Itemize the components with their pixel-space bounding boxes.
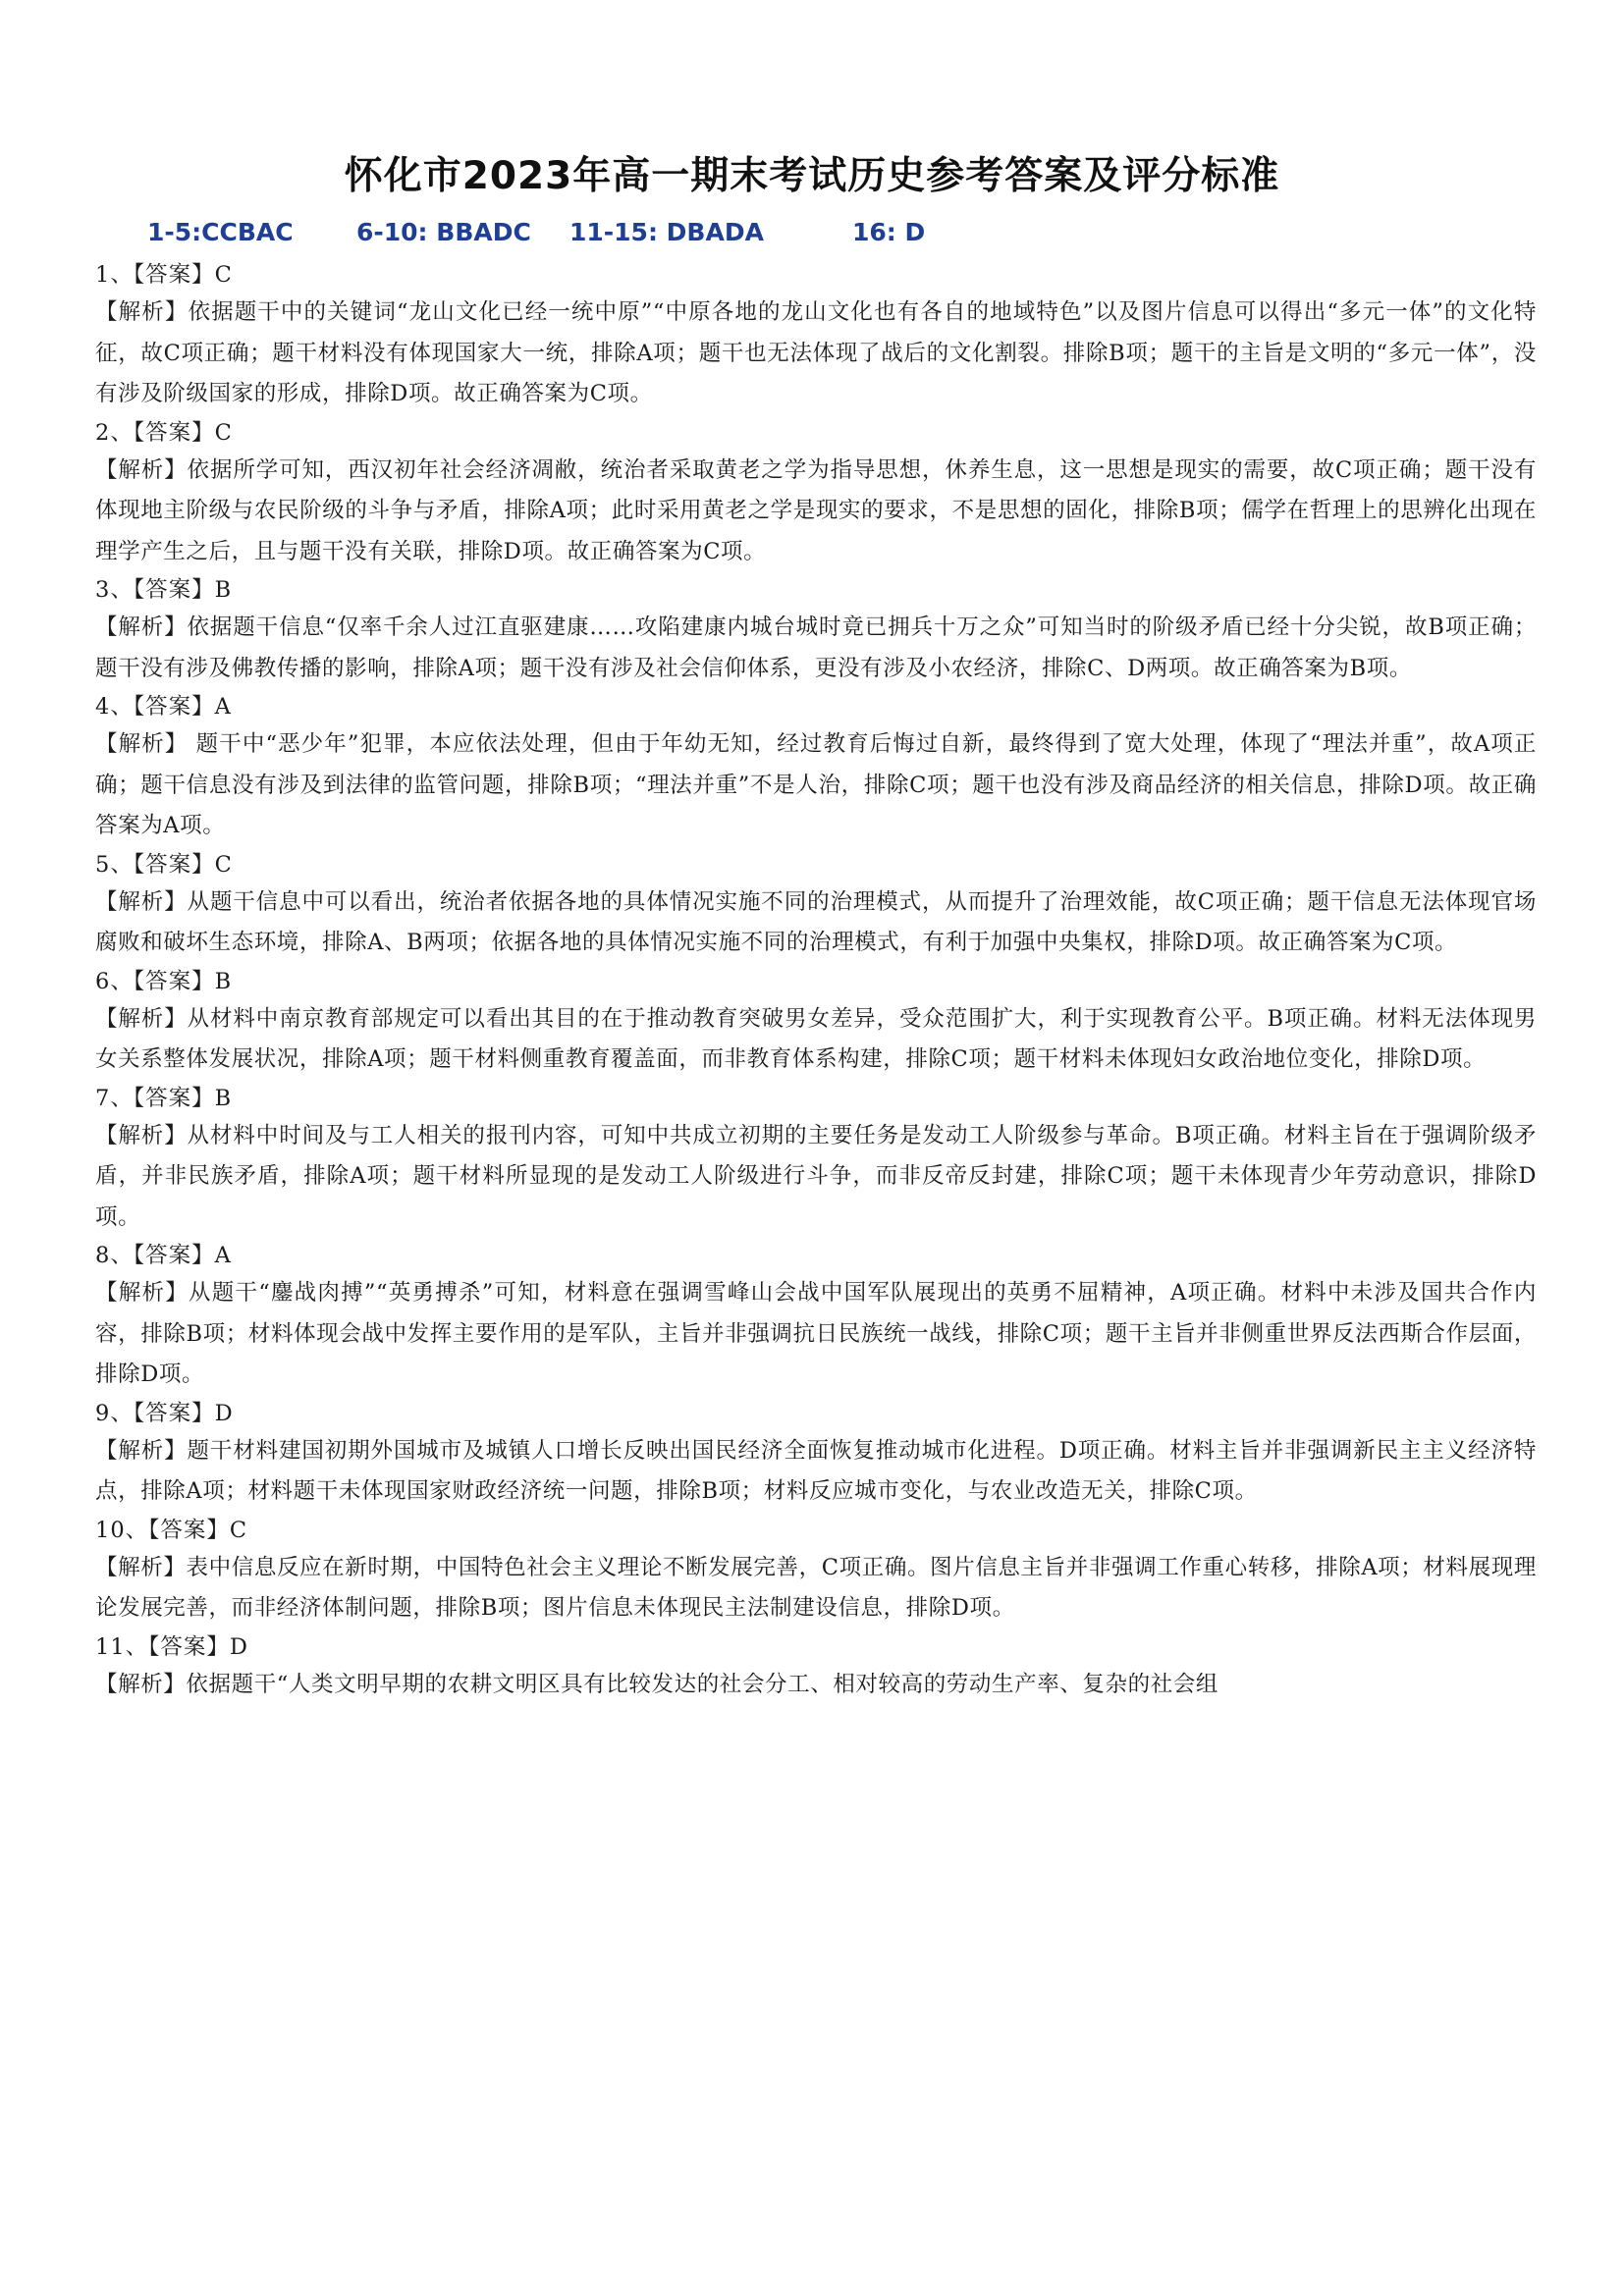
page-title: 怀化市2023年高一期末考试历史参考答案及评分标准 — [344, 154, 1280, 198]
question-explanation: 【解析】表中信息反应在新时期，中国特色社会主义理论不断发展完善，C项正确。图片信息主旨并非强调工作重心转移，排除A项；材料展现理论发展完善，而非经济体制问题，排除B项；图片信息未体现民主法制建设信息，排除D项。 — [95, 1554, 1537, 1621]
question-answer: 4、【答案】A — [95, 694, 232, 720]
question-answer: 5、【答案】C — [95, 851, 233, 878]
question-explanation: 【解析】从题干“鏖战肉搏”“英勇搏杀”可知，材料意在强调雪峰山会战中国军队展现出的英勇不屈精神，A项正确。材料中未涉及国共合作内容，排除B项；材料体现会战中发挥主要作用的是军队，主旨并非强调抗日民族统一战线，排除C项；题干主旨并非侧重世界反法西斯合作层面，排除D项。 — [95, 1280, 1537, 1387]
question-answer: 3、【答案】B — [95, 577, 233, 603]
question-block — [95, 1513, 1537, 1629]
answer-explanations — [95, 257, 1537, 1705]
question-block — [95, 257, 1537, 415]
question-answer: 2、【答案】C — [95, 419, 233, 446]
question-block — [95, 415, 1537, 573]
question-block — [95, 1081, 1537, 1239]
question-answer: 6、【答案】B — [95, 968, 233, 994]
question-block — [95, 1238, 1537, 1396]
question-block — [95, 572, 1537, 689]
question-block — [95, 964, 1537, 1081]
answer-key-group: 1-5:CCBAC — [147, 218, 294, 246]
question-answer: 7、【答案】B — [95, 1085, 233, 1111]
question-explanation: 【解析】题干材料建国初期外国城市及城镇人口增长反映出国民经济全面恢复推动城市化进程。D项正确。材料主旨并非强调新民主主义经济特点，排除A项；材料题干未体现国家财政经济统一问题，排除B项；材料反应城市变化，与农业改造无关，排除C项。 — [95, 1437, 1537, 1504]
answer-key-group: 16: D — [852, 218, 926, 246]
question-explanation: 【解析】依据题干中的关键词“龙山文化已经一统中原”“中原各地的龙山文化也有各自的地域特色”以及图片信息可以得出“多元一体”的文化特征，故C项正确；题干材料没有体现国家大一统，排除A项；题干也无法体现了战后的文化割裂。排除B项；题干的主旨是文明的“多元一体”，没有涉及阶级国家的形成，排除D项。故正确答案为C项。 — [95, 299, 1537, 406]
question-explanation: 【解析】依据题干“人类文明早期的农耕文明区具有比较发达的社会分工、相对较高的劳动生产率、复杂的社会组 — [95, 1671, 1219, 1697]
question-block — [95, 1629, 1537, 1706]
question-block — [95, 1396, 1537, 1513]
answer-key-group: 6-10: BBADC — [356, 218, 531, 246]
answer-key-group: 11-15: DBADA — [569, 218, 764, 246]
question-answer: 9、【答案】D — [95, 1400, 234, 1426]
question-explanation: 【解析】从材料中时间及与工人相关的报刊内容，可知中共成立初期的主要任务是发动工人阶级参与革命。B项正确。材料主旨在于强调阶级矛盾，并非民族矛盾，排除A项；题干材料所显现的是发动工人阶级进行斗争，而非反帝反封建，排除C项；题干未体现青少年劳动意识，排除D项。 — [95, 1122, 1537, 1230]
question-answer: 8、【答案】A — [95, 1243, 232, 1268]
question-explanation: 【解析】从材料中南京教育部规定可以看出其目的在于推动教育突破男女差异，受众范围扩大，利于实现教育公平。B项正确。材料无法体现男女关系整体发展状况，排除A项；题干材料侧重教育覆盖面，而非教育体系构建，排除C项；题干材料未体现妇女政治地位变化，排除D项。 — [95, 1005, 1537, 1072]
question-answer: 11、【答案】D — [95, 1633, 248, 1660]
question-answer: 1、【答案】C — [95, 262, 233, 288]
question-answer: 10、【答案】C — [95, 1517, 248, 1543]
question-explanation: 【解析】依据题干信息“仅率千余人过江直驱建康……攻陷建康内城台城时竟已拥兵十万之众”可知当时的阶级矛盾已经十分尖锐，故B项正确；题干没有涉及佛教传播的影响，排除A项；题干没有涉及社会信仰体系，更没有涉及小农经济，排除C、D两项。故正确答案为B项。 — [95, 614, 1537, 681]
question-explanation: 【解析】从题干信息中可以看出，统治者依据各地的具体情况实施不同的治理模式，从而提升了治理效能，故C项正确；题干信息无法体现官场腐败和破坏生态环境，排除A、B两项；依据各地的具体情况实施不同的治理模式，有利于加强中央集权，排除D项。故正确答案为C项。 — [95, 888, 1537, 955]
question-explanation: 【解析】 题干中“恶少年”犯罪，本应依法处理，但由于年幼无知，经过教育后悔过自新，最终得到了宽大处理，体现了“理法并重”，故A项正确；题干信息没有涉及到法律的监管问题，排除B项；“理法并重”不是人治，排除C项；题干也没有涉及商品经济的相关信息，排除D项。故正确答案为A项。 — [95, 731, 1538, 838]
question-block — [95, 689, 1537, 847]
question-explanation: 【解析】依据所学可知，西汉初年社会经济凋敝，统治者采取黄老之学为指导思想，休养生息，这一思想是现实的需要，故C项正确；题干没有体现地主阶级与农民阶级的斗争与矛盾，排除A项；此时采用黄老之学是现实的要求，不是思想的固化，排除B项；儒学在哲理上的思辨化出现在理学产生之后，且与题干没有关联，排除D项。故正确答案为C项。 — [95, 456, 1537, 564]
question-block — [95, 847, 1537, 964]
